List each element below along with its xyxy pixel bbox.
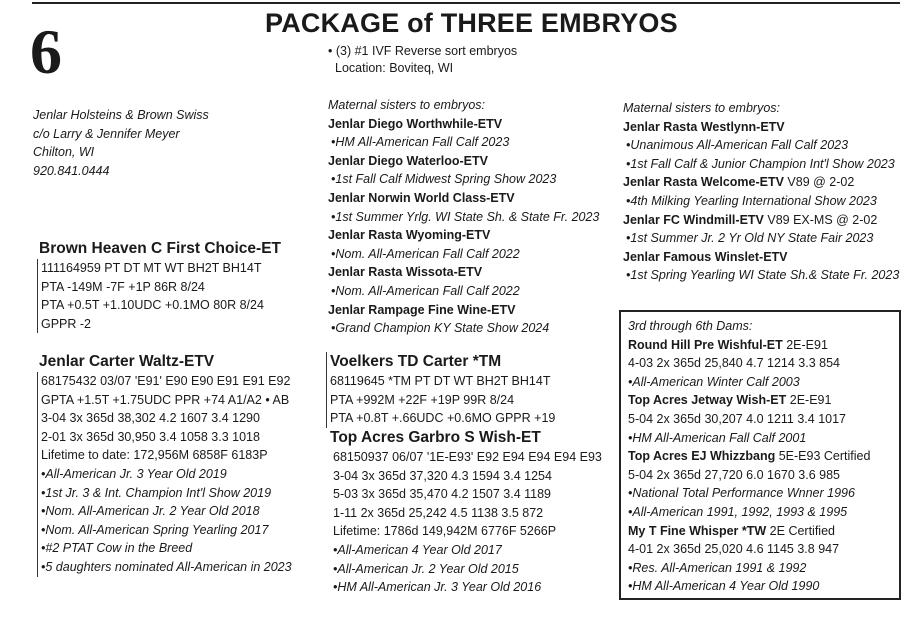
section-header: Maternal sisters to embryos:	[328, 98, 485, 112]
granddam-name: Top Acres Garbro S Wish-ET	[330, 429, 541, 446]
owner-line: c/o Larry & Jennifer Meyer	[33, 126, 180, 141]
achievement: •5 daughters nominated All-American in 2023	[41, 559, 292, 574]
achievement: •All-American Winter Calf 2003	[628, 374, 800, 389]
animal-classification: V89 @ 2-02	[783, 175, 855, 190]
achievement: •All-American 1991, 1992, 1993 & 1995	[628, 504, 848, 519]
top-rule	[32, 2, 900, 4]
sister-achievement: •1st Summer Yrlg. WI State Sh. & State Fr. 2023	[331, 209, 600, 224]
record-line	[628, 522, 899, 541]
achievement: •1st Summer Jr. 2 Yr Old NY State Fair 2023	[626, 231, 874, 246]
achievement: •#2 PTAT Cow in the Breed	[41, 541, 193, 556]
achievement: •Nom. All-American Spring Yearling 2017	[41, 522, 269, 537]
sister-name: Jenlar Diego Waterloo-ETV	[328, 153, 488, 168]
stat-line: 68119645 *TM PT DT WT BH2T BH14T	[330, 374, 551, 388]
owner-line: 920.841.0444	[33, 163, 110, 178]
stat-line: 2-01 3x 365d 30,950 3.4 1058 3.3 1018	[41, 429, 260, 444]
stat-line: 111164959 PT DT MT WT BH2T BH14T	[41, 261, 262, 275]
dam-stats	[37, 372, 292, 577]
dams-box	[619, 310, 901, 600]
achievement: •HM All-American 4 Year Old 1990	[628, 579, 820, 594]
sister-achievement: •Nom. All-American Fall Calf 2022	[331, 283, 520, 298]
sister-list	[623, 118, 899, 285]
granddam-stats	[330, 448, 602, 597]
animal-name: Jenlar FC Windmill-ETV	[623, 212, 764, 227]
maternal-sisters-col2	[328, 96, 599, 338]
record-line	[628, 447, 899, 466]
sister-achievement: •1st Fall Calf Midwest Spring Show 2023	[331, 172, 557, 187]
animal-name: Top Acres EJ Whizzbang	[628, 449, 776, 464]
stat-line: PTA +992M +22F +19P 99R 8/24	[330, 392, 515, 407]
stat-line: GPPR -2	[41, 316, 92, 331]
animal-classification: 2E-E91	[782, 337, 828, 352]
sister-achievement: •HM All-American Fall Calf 2023	[331, 135, 510, 150]
sister-name: Jenlar Rampage Fine Wine-ETV	[328, 302, 516, 317]
record-line	[628, 391, 899, 410]
achievement: •All-American Jr. 2 Year Old 2015	[333, 561, 519, 576]
lot-number: 6	[30, 16, 62, 87]
owner-line: Jenlar Holsteins & Brown Swiss	[33, 108, 209, 122]
achievement: •All-American Jr. 3 Year Old 2019	[41, 466, 227, 481]
sister-name: Jenlar Rasta Wissota-ETV	[328, 265, 483, 280]
mgs-block	[326, 352, 555, 428]
sister-name: Jenlar Rasta Wyoming-ETV	[328, 228, 491, 243]
animal-classification: 2E-E91	[786, 393, 832, 408]
achievement: •1st Spring Yearling WI State Sh.& State Fr. 2023	[626, 268, 900, 283]
animal-classification: 5E-E93 Certified	[775, 449, 871, 464]
maternal-sisters-col3	[623, 99, 899, 285]
animal-name: My T Fine Whisper *TW	[628, 523, 767, 538]
stat-line: 5-04 2x 365d 30,207 4.0 1211 3.4 1017	[628, 411, 847, 426]
stat-line: PTA +0.5T +1.10UDC +0.1MO 80R 8/24	[41, 298, 264, 313]
sister-achievement: •Grand Champion KY State Show 2024	[331, 321, 550, 336]
package-bullet: • (3) #1 IVF Reverse sort embryos	[328, 44, 518, 58]
dam-block	[39, 352, 292, 577]
section-header: Maternal sisters to embryos:	[623, 101, 780, 115]
sister-name: Jenlar Norwin World Class-ETV	[328, 190, 515, 205]
stat-line: PTA -149M -7F +1P 86R 8/24	[41, 279, 205, 294]
stat-line: GPTA +1.5T +1.75UDC PPR +74 A1/A2 • AB	[41, 392, 290, 407]
record-line	[623, 211, 899, 230]
mgs-stats	[326, 372, 555, 428]
stat-line: PTA +0.8T +.66UDC +0.6MO GPPR +19	[330, 411, 556, 426]
stat-line: 3-04 3x 365d 38,302 4.2 1607 3.4 1290	[41, 411, 260, 426]
achievement: •All-American 4 Year Old 2017	[333, 542, 502, 557]
page-title: PACKAGE of THREE EMBRYOS	[265, 8, 678, 38]
achievement: •Nom. All-American Jr. 2 Year Old 2018	[41, 504, 260, 519]
stat-line: Lifetime: 1786d 149,942M 6776F 5266P	[333, 524, 557, 539]
sister-achievement: •Nom. All-American Fall Calf 2022	[331, 246, 520, 261]
dams-box-header: 3rd through 6th Dams:	[628, 319, 753, 333]
animal-name: Jenlar Rasta Westlynn-ETV	[623, 119, 785, 134]
sire-block	[39, 239, 281, 333]
achievement: •National Total Performance Wnner 1996	[628, 486, 855, 501]
stat-line: 4-03 2x 365d 25,840 4.7 1214 3.3 854	[628, 356, 840, 371]
achievement: •4th Milking Yearling International Show 2023	[626, 193, 877, 208]
owner-info	[33, 106, 209, 180]
package-location: Location: Boviteq, WI	[335, 61, 454, 75]
package-details	[328, 43, 517, 77]
stat-line: 1-11 2x 365d 25,242 4.5 1138 3.5 872	[333, 505, 544, 520]
animal-name: Jenlar Famous Winslet-ETV	[623, 249, 788, 264]
animal-classification: V89 EX-MS @ 2-02	[763, 212, 878, 227]
dam-name: Jenlar Carter Waltz-ETV	[39, 353, 215, 370]
stat-line: 68175432 03/07 'E91' E90 E90 E91 E91 E92	[41, 374, 291, 388]
record-line	[628, 336, 899, 355]
stat-line: 5-04 2x 365d 27,720 6.0 1670 3.6 985	[628, 467, 840, 482]
sire-name: Brown Heaven C First Choice-ET	[39, 240, 282, 257]
animal-name: Round Hill Pre Wishful-ET	[628, 337, 783, 352]
animal-name: Top Acres Jetway Wish-ET	[628, 393, 787, 408]
stat-line: 4-01 2x 365d 25,020 4.6 1145 3.8 947	[628, 542, 840, 557]
stat-line: 3-04 3x 365d 37,320 4.3 1594 3.4 1254	[333, 468, 552, 483]
record-line	[623, 173, 899, 192]
stat-line: 5-03 3x 365d 35,470 4.2 1507 3.4 1189	[333, 487, 552, 502]
stat-line: Lifetime to date: 172,956M 6858F 6183P	[41, 448, 268, 463]
animal-name: Jenlar Rasta Welcome-ETV	[623, 175, 784, 190]
stat-line: 68150937 06/07 '1E-E93' E92 E94 E94 E94 E93	[333, 450, 602, 464]
mgs-name: Voelkers TD Carter *TM	[326, 352, 555, 372]
achievement: •Unanimous All-American Fall Calf 2023	[626, 138, 849, 153]
achievement: •HM All-American Fall Calf 2001	[628, 430, 807, 445]
dams-list	[628, 336, 899, 596]
achievement: •1st Jr. 3 & Int. Champion Int'l Show 2019	[41, 485, 272, 500]
achievement: •HM All-American Jr. 3 Year Old 2016	[333, 580, 542, 595]
granddam-block	[330, 428, 602, 597]
animal-classification: 2E Certified	[766, 523, 835, 538]
sire-stats	[37, 259, 281, 333]
achievement: •Res. All-American 1991 & 1992	[628, 560, 807, 575]
achievement: •1st Fall Calf & Junior Champion Int'l Show 2023	[626, 156, 895, 171]
sister-name: Jenlar Diego Worthwhile-ETV	[328, 116, 503, 131]
sister-list	[328, 115, 599, 338]
owner-line: Chilton, WI	[33, 145, 95, 159]
